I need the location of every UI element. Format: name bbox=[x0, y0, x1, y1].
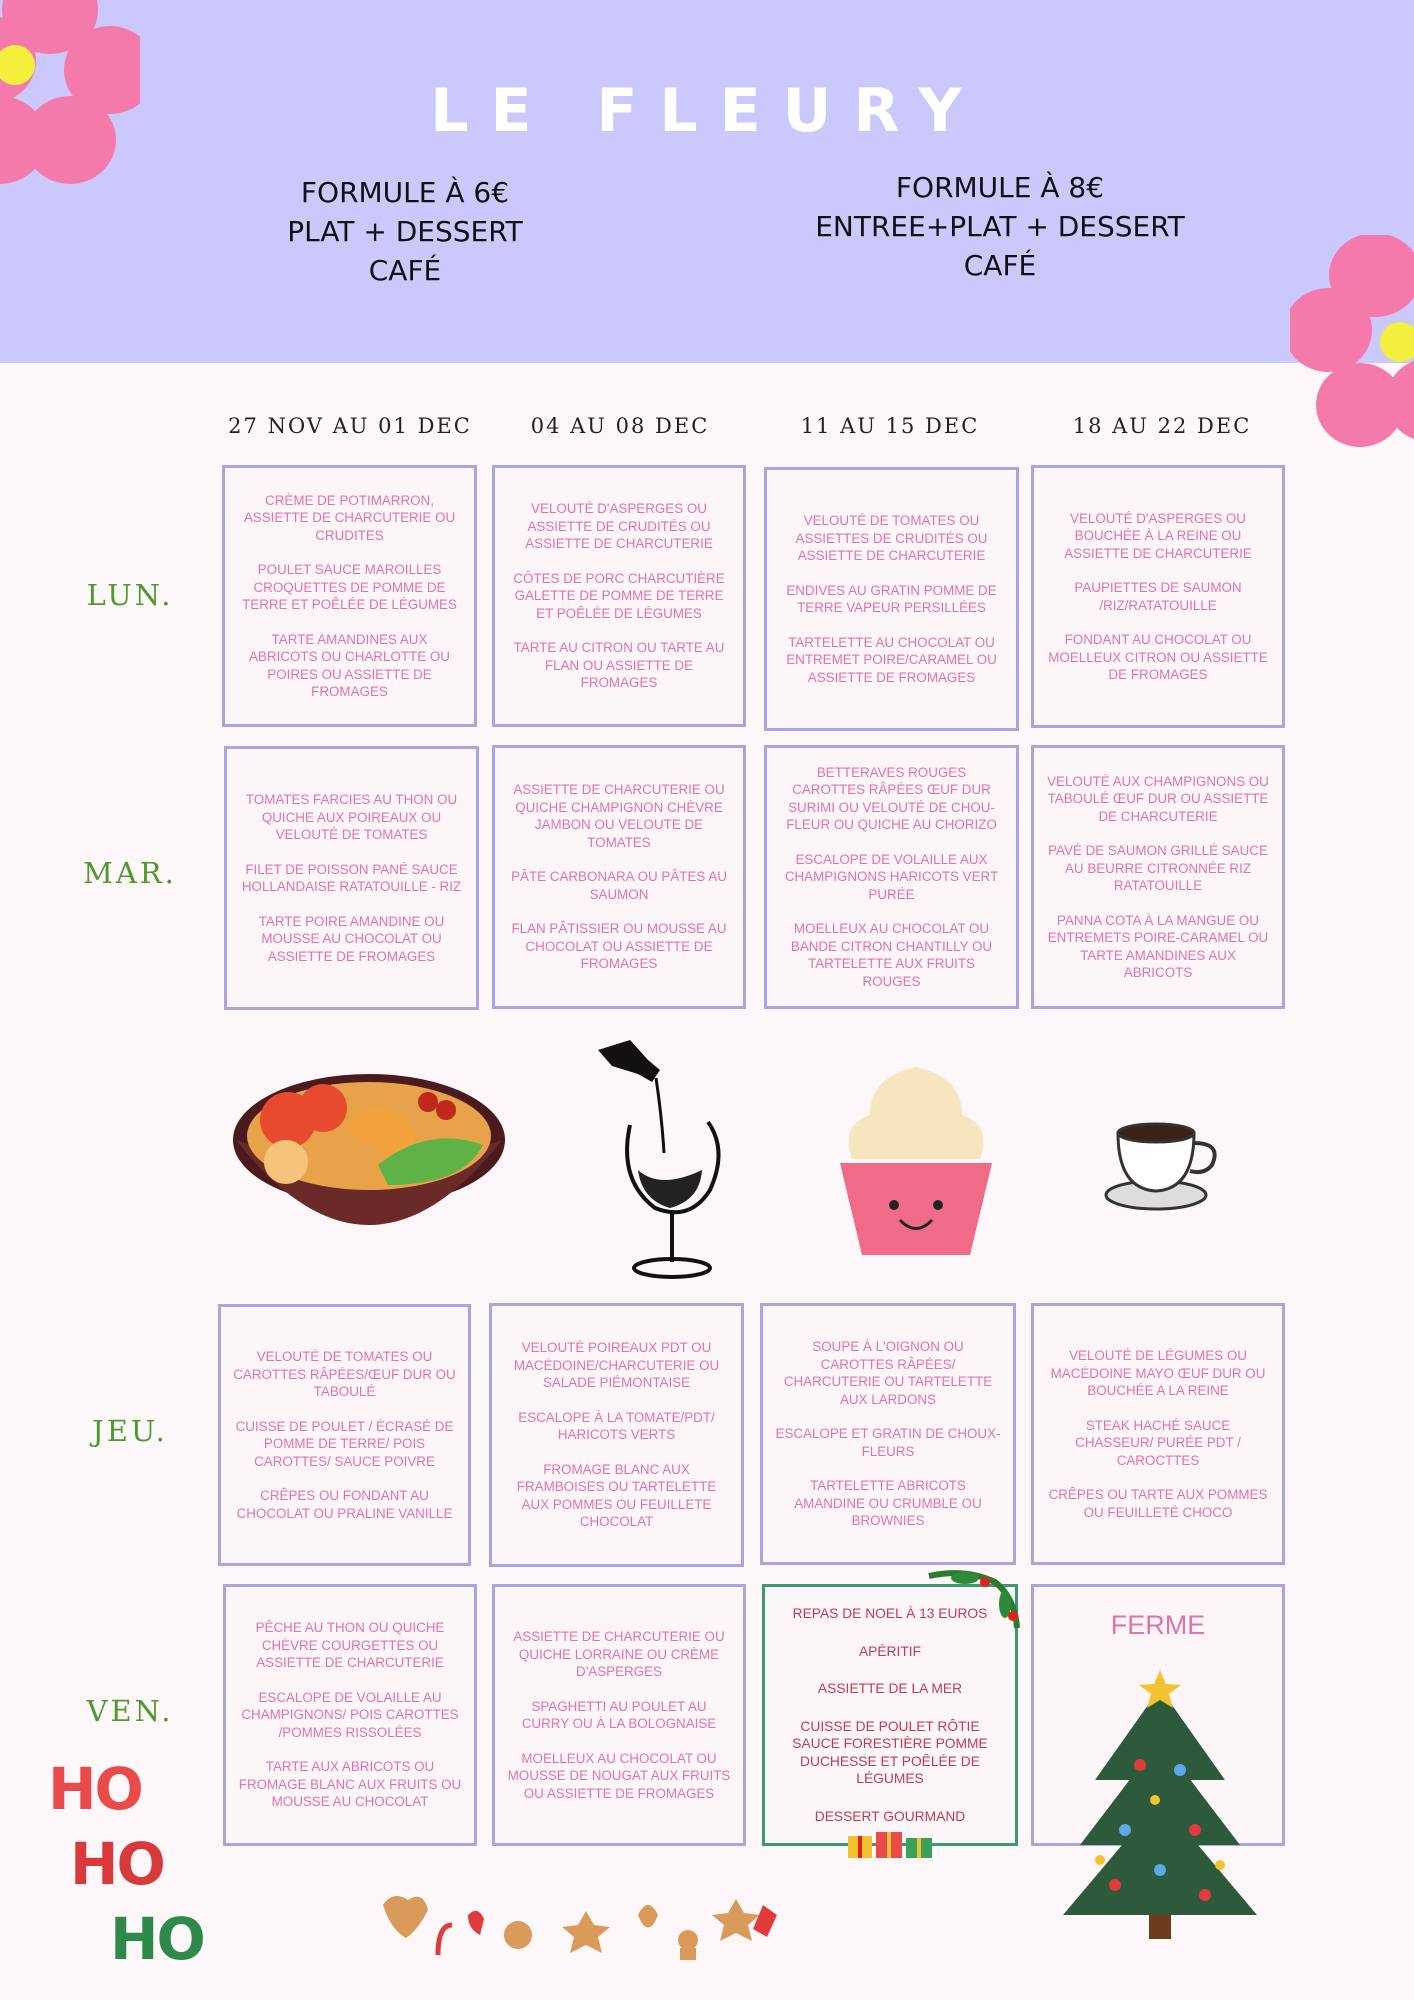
flower-icon bbox=[1290, 235, 1414, 465]
day-label-mar: MAR. bbox=[83, 856, 177, 890]
menu-main: ESCALOPE À LA TOMATE/PDT/ HARICOTS VERTS bbox=[518, 1409, 715, 1443]
menu-dessert: FROMAGE BLANC AUX FRAMBOISES OU TARTELETTE AUX POMMES OU FEUILLETE CHOCOLAT bbox=[516, 1461, 717, 1530]
day-label-ven: VEN. bbox=[86, 1694, 174, 1728]
menu-starter: BETTERAVES ROUGES CAROTTES RÂPÉES ŒUF DUR SURIMI OU VELOUTÉ DE CHOU-FLEUR OU QUICHE AU CHORIZO bbox=[786, 764, 997, 833]
menu-cell-jeu-week1 bbox=[218, 1304, 471, 1566]
menu-starter: VELOUTÉ POIREAUX PDT OU MACÉDOINE/CHARCUTERIE OU SALADE PIÉMONTAISE bbox=[513, 1340, 720, 1391]
menu-main: ENDIVES AU GRATIN POMME DE TERRE VAPEUR PERSILLÉES bbox=[786, 582, 997, 615]
header-banner bbox=[0, 0, 1414, 363]
week-header-4: 18 AU 22 DEC bbox=[1072, 414, 1252, 438]
menu-dessert: CRÊPES OU TARTE AUX POMMES OU FEUILLETÉ CHOCO bbox=[1048, 1487, 1268, 1520]
menu-cell-jeu-week4 bbox=[1031, 1303, 1285, 1565]
christmas-dessert: DESSERT GOURMAND bbox=[814, 1808, 966, 1824]
gift-icon bbox=[846, 1826, 936, 1860]
menu-main: ESCALOPE ET GRATIN DE CHOUX-FLEURS bbox=[775, 1426, 1001, 1459]
menu-starter: SOUPE À L'OIGNON OU CAROTTES RÂPÉES/ CHARCUTERIE OU TARTELETTE AUX LARDONS bbox=[783, 1339, 993, 1407]
menu-starter: VELOUTÉ DE LÉGUMES OU MACÉDOINE MAYO ŒUF DUR OU BOUCHÉE A LA REINE bbox=[1050, 1348, 1266, 1398]
menu-cell-jeu-week3 bbox=[760, 1303, 1016, 1565]
menu-starter: CRÈME DE POTIMARRON, ASSIETTE DE CHARCUTERIE OU CRUDITES bbox=[243, 492, 456, 543]
menu-cell-mar-week2 bbox=[492, 745, 746, 1009]
menu-starter: VELOUTÉ D'ASPERGES OU BOUCHÉE À LA REINE OU ASSIETTE DE CHARCUTERIE bbox=[1064, 510, 1252, 561]
formula-6-line-1: FORMULE À 6€ bbox=[300, 176, 510, 209]
formula-8-line-1: FORMULE À 8€ bbox=[895, 171, 1105, 204]
bowl-icon bbox=[228, 1060, 510, 1245]
menu-dessert: CRÊPES OU FONDANT AU CHOCOLAT OU PRALINE VANILLE bbox=[236, 1488, 453, 1521]
menu-cell-mar-week4 bbox=[1031, 745, 1285, 1009]
christmas-meal-title: REPAS DE NOEL À 13 EUROS bbox=[792, 1606, 988, 1621]
menu-starter: VELOUTÉ AUX CHAMPIGNONS OU TABOULÉ ŒUF DUR OU ASSIETTE DE CHARCUTERIE bbox=[1047, 773, 1269, 824]
week-header-1: 27 NOV AU 01 DEC bbox=[228, 414, 472, 438]
menu-dessert: MOELLEUX AU CHOCOLAT OU BANDE CITRON CHANTILLY OU TARTELETTE AUX FRUITS ROUGES bbox=[790, 921, 993, 989]
menu-dessert: TARTELETTE ABRICOTS AMANDINE OU CRUMBLE OU BROWNIES bbox=[794, 1478, 982, 1529]
formula-8 bbox=[790, 168, 1210, 285]
menu-main: CUISSE DE POULET / ÉCRASÉ DE POMME DE TERRE/ POIS CAROTTES/ SAUCE POIVRE bbox=[235, 1418, 454, 1469]
menu-cell-ven-week2 bbox=[492, 1584, 746, 1846]
formula-6 bbox=[240, 173, 570, 290]
menu-cell-mar-week3 bbox=[764, 745, 1019, 1009]
holly-icon bbox=[925, 1568, 1025, 1648]
formula-6-line-3: CAFÉ bbox=[368, 254, 442, 287]
christmas-aperitif: APÉRITIF bbox=[858, 1643, 922, 1659]
formula-8-line-3: CAFÉ bbox=[963, 249, 1037, 282]
menu-main: SPAGHETTI AU POULET AU CURRY OU À LA BOLOGNAISE bbox=[521, 1698, 717, 1731]
page-title: LE FLEURY bbox=[430, 76, 984, 146]
menu-main: POULET SAUCE MAROILLES CROQUETTES DE POMME DE TERRE ET POÊLÉE DE LÉGUMES bbox=[242, 562, 457, 612]
menu-main: ESCALOPE DE VOLAILLE AUX CHAMPIGNONS HARICOTS VERT PURÉE bbox=[784, 851, 999, 902]
menu-dessert: TARTE AMANDINES AUX ABRICOTS OU CHARLOTTE OU POIRES OU ASSIETTE DE FROMAGES bbox=[249, 631, 450, 699]
menu-dessert: TARTE AUX ABRICOTS OU FROMAGE BLANC AUX FRUITS OU MOUSSE AU CHOCOLAT bbox=[238, 1759, 462, 1810]
menu-starter: TOMATES FARCIES AU THON OU QUICHE AUX POIREAUX OU VELOUTÉ DE TOMATES bbox=[245, 792, 458, 842]
menu-dessert: TARTE POIRE AMANDINE OU MOUSSE AU CHOCOLAT OU ASSIETTE DE FROMAGES bbox=[258, 913, 445, 964]
gingerbread-icon bbox=[378, 1885, 798, 1965]
menu-cell-jeu-week2 bbox=[489, 1303, 744, 1567]
christmas-tree-icon bbox=[1055, 1670, 1265, 1940]
menu-starter: VELOUTÉ D'ASPERGES OU ASSIETTE DE CRUDITÉS OU ASSIETTE DE CHARCUTERIE bbox=[525, 501, 713, 552]
menu-dessert: TARTELETTE AU CHOCOLAT OU ENTREMET POIRE/CARAMEL OU ASSIETTE DE FROMAGES bbox=[786, 634, 997, 685]
menu-starter: VELOUTÉ DE TOMATES OU ASSIETTES DE CRUDITÉS OU ASSIETTE DE CHARCUTERIE bbox=[795, 513, 988, 563]
menu-main: CÔTES DE PORC CHARCUTIÈRE GALETTE DE POMME DE TERRE ET POÊLÉE DE LÉGUMES bbox=[513, 570, 725, 621]
menu-main: PAUPIETTES DE SAUMON /RIZ/RATATOUILLE bbox=[1074, 580, 1242, 613]
menu-starter: VELOUTÉ DE TOMATES OU CAROTTES RÂPÉES/ŒUF DUR OU TABOULÉ bbox=[233, 1349, 456, 1399]
hoho-text-2: HO bbox=[70, 1830, 164, 1898]
day-label-lun: LUN. bbox=[86, 578, 174, 612]
menu-starter: ASSIETTE DE CHARCUTERIE OU QUICHE CHAMPIGNON CHÈVRE JAMBON OU VELOUTE DE TOMATES bbox=[513, 782, 725, 850]
menu-cell-lun-week3 bbox=[764, 467, 1019, 731]
formula-8-line-2: ENTREE+PLAT + DESSERT bbox=[815, 210, 1185, 243]
menu-cell-lun-week4 bbox=[1031, 465, 1285, 728]
coffee-cup-icon bbox=[1100, 1115, 1238, 1213]
menu-main: PAVÉ DE SAUMON GRILLÉ SAUCE AU BEURRE CITRONNÉE RIZ RATATOUILLE bbox=[1048, 843, 1268, 893]
menu-dessert: FLAN PÂTISSIER OU MOUSSE AU CHOCOLAT OU ASSIETTE DE FROMAGES bbox=[511, 921, 727, 972]
menu-starter: ASSIETTE DE CHARCUTERIE OU QUICHE LORRAINE OU CRÈME D'ASPERGES bbox=[513, 1629, 725, 1679]
menu-main: ESCALOPE DE VOLAILLE AU CHAMPIGNONS/ POIS CAROTTES /POMMES RISSOLÉES bbox=[241, 1689, 459, 1740]
menu-cell-lun-week2 bbox=[492, 465, 746, 727]
menu-main: FILET DE POISSON PANÉ SAUCE HOLLANDAISE RATATOUILLE - RIZ bbox=[241, 861, 462, 894]
menu-main: PÂTE CARBONARA OU PÂTES AU SAUMON bbox=[511, 869, 727, 902]
hoho-text-3: HO bbox=[110, 1905, 204, 1973]
formula-6-line-2: PLAT + DESSERT bbox=[287, 215, 523, 248]
menu-dessert: PANNA COTA À LA MANGUE OU ENTREMETS POIRE-CARAMEL OU TARTE AMANDINES AUX ABRICOTS bbox=[1047, 912, 1269, 980]
week-header-2: 04 AU 08 DEC bbox=[530, 414, 710, 438]
hoho-text-1: HO bbox=[48, 1755, 142, 1823]
menu-dessert: FONDANT AU CHOCOLAT OU MOELLEUX CITRON OU ASSIETTE DE FROMAGES bbox=[1048, 632, 1268, 682]
menu-cell-ven-week1 bbox=[223, 1584, 477, 1846]
menu-cell-mar-week1 bbox=[224, 746, 479, 1010]
week-header-3: 11 AU 15 DEC bbox=[800, 414, 980, 438]
menu-main: STEAK HACHÉ SAUCE CHASSEUR/ PURÉE PDT / CAROCTTES bbox=[1075, 1417, 1241, 1468]
menu-dessert: TARTE AU CITRON OU TARTE AU FLAN OU ASSIETTE DE FROMAGES bbox=[513, 640, 725, 691]
wine-glass-icon bbox=[590, 1030, 740, 1285]
menu-dessert: MOELLEUX AU CHOCOLAT OU MOUSSE DE NOUGAT AUX FRUITS OU ASSIETTE DE FROMAGES bbox=[507, 1750, 731, 1801]
closed-label: FERME bbox=[1110, 1610, 1206, 1640]
day-label-jeu: JEU. bbox=[92, 1414, 168, 1448]
flower-icon bbox=[0, 0, 140, 230]
menu-starter: PÊCHE AU THON OU QUICHE CHÈVRE COURGETTES OU ASSIETTE DE CHARCUTERIE bbox=[255, 1620, 445, 1671]
menu-cell-lun-week1 bbox=[222, 465, 477, 727]
cupcake-icon bbox=[830, 1055, 1002, 1260]
christmas-main: CUISSE DE POULET RÔTIE SAUCE FORESTIÈRE POMME DUCHESSE ET POÊLÉE DE LÉGUMES bbox=[792, 1718, 988, 1786]
christmas-starter: ASSIETTE DE LA MER bbox=[817, 1681, 963, 1696]
